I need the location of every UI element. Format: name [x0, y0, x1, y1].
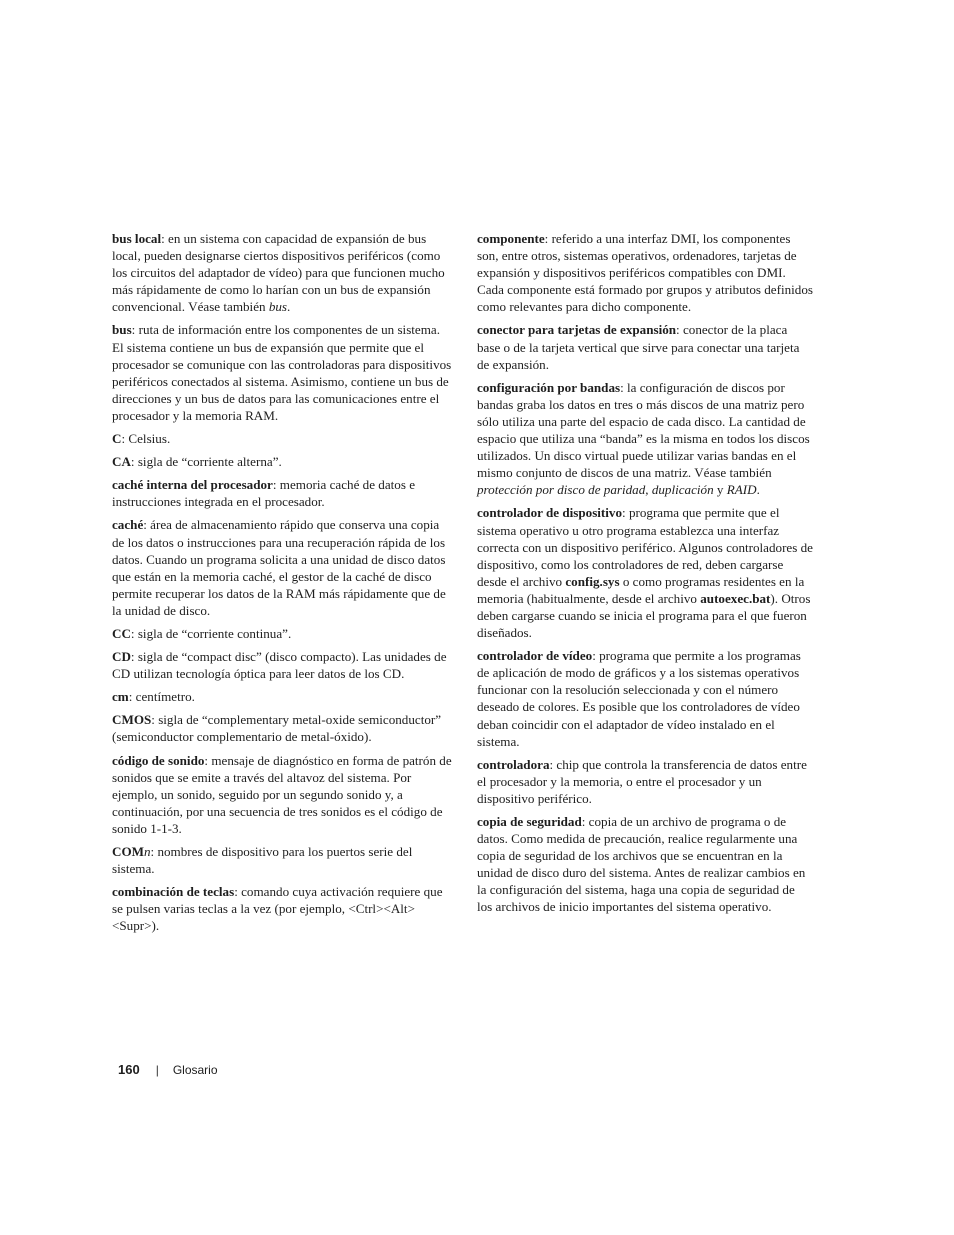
- glossary-term: CA: [112, 454, 131, 470]
- glossary-term: configuración por bandas: [477, 379, 621, 395]
- glossary-entry: [112, 516, 452, 619]
- definition-italic: RAID: [726, 482, 757, 498]
- glossary-entry: [477, 647, 813, 750]
- glossary-entry: [112, 688, 452, 705]
- glossary-entry: [477, 813, 813, 916]
- definition-text: : memoria caché de datos e instrucciones integrada en el procesador.: [112, 477, 416, 510]
- section-title: Glosario: [172, 1063, 218, 1077]
- definition-bold: autoexec.bat: [700, 590, 771, 606]
- definition-text: : centímetro.: [128, 689, 195, 705]
- definition-text: o como programas residentes en la memoria (habitualmente, desde el archivo: [477, 573, 805, 606]
- glossary-term: caché interna del procesador: [112, 477, 273, 493]
- definition-text: ,: [645, 482, 652, 498]
- definition-text: : mensaje de diagnóstico en forma de patrón de sonidos que se emite a través del altavoz del sistema. Por ejemplo, un sonido, seguido por un segundo sonido y, a continuación, por una secuencia de tres sonidos es el código de sonido 1-1-3.: [112, 752, 452, 836]
- glossary-term: controladora: [477, 756, 550, 772]
- definition-text: : Celsius.: [121, 431, 171, 447]
- definition-text: : copia de un archivo de programa o de datos. Como medida de precaución, realice regularmente una copia de seguridad de los archivos que se encuentran en la unidad de disco duro del sistema. Antes de realizar cambios en la configuración del sistema, haga una copia de seguridad de los archivos de inicio importantes del sistema operativo.: [477, 814, 806, 915]
- definition-text: : comando cuya activación requiere que se pulsen varias teclas a la vez (por ejemplo, <Ctrl><Alt><Supr>).: [112, 884, 443, 934]
- definition-italic: duplicación: [651, 482, 714, 498]
- definition-text: : programa que permite a los programas de aplicación de modo de gráficos y a los sistemas operativos funcionar con la resolución seleccionada y con el número deseado de colores. Es posible que los controladores de vídeo deban coincidir con el adaptador de vídeo instalado en el sistema.: [477, 648, 801, 749]
- glossary-column-right: [477, 230, 813, 922]
- glossary-entry: [477, 379, 813, 499]
- page-number: 160: [118, 1062, 140, 1077]
- definition-italic: n: [144, 844, 151, 859]
- definition-text: : programa que permite que el sistema operativo u otro programa establezca una interfaz correcta con un dispositivo periférico. Algunos controladores de dispositivo, como los controladores de red, deben cargarse desde el archivo: [477, 505, 813, 589]
- definition-bold: config.sys: [565, 573, 620, 589]
- definition-text: ). Otros deben cargarse cuando se inicia el programa para el que fueron diseñados.: [477, 590, 811, 641]
- glossary-entry: [112, 711, 452, 745]
- definition-italic: protección por disco de paridad: [477, 482, 646, 498]
- definition-text: : referido a una interfaz DMI, los componentes son, entre otros, sistemas operativos, ordenadores, tarjetas de expansión y dispositivos periféricos compatibles con DMI. Cada componente está formado por grupos y atributos definidos como relevantes para dicho componente.: [477, 231, 813, 315]
- definition-text: y: [713, 482, 727, 498]
- glossary-term: conector para tarjetas de expansión: [477, 322, 677, 338]
- glossary-entry: [477, 321, 813, 372]
- glossary-entry: [112, 752, 452, 837]
- glossary-term: combinación de teclas: [112, 884, 235, 900]
- glossary-term: caché: [112, 517, 144, 533]
- glossary-entry: [112, 648, 452, 682]
- definition-text: : conector de la placa base o de la tarjeta vertical que sirve para conectar una tarjeta de expansión.: [477, 322, 800, 372]
- glossary-entry: [112, 230, 452, 315]
- definition-text: .: [756, 482, 760, 498]
- glossary-term: C: [112, 431, 122, 447]
- footer-separator: |: [155, 1063, 159, 1077]
- glossary-column-left: [112, 230, 452, 940]
- definition-text: : sigla de “corriente continua”.: [130, 625, 292, 641]
- definition-text: : la configuración de discos por bandas graba los datos en tres o más discos de una matriz pero sólo utiliza una parte del espacio de cada disco. La cantidad de espacio que utiliza una “banda” es la misma en todos los discos utilizados. Un disco virtual puede utilizar varias bandas en el mismo conjunto de discos de una matriz. Véase también: [477, 379, 810, 481]
- glossary-term: controlador de dispositivo: [477, 505, 623, 521]
- definition-text: : ruta de información entre los componentes de un sistema. El sistema contiene un bus de expansión que permite que el procesador se comunique con las controladoras para dispositivos periféricos conectados al sistema. Asimismo, contiene un bus de direcciones y un bus de datos para las comunicaciones entre el procesador y la memoria RAM.: [112, 322, 452, 423]
- glossary-term: bus local: [112, 231, 162, 246]
- glossary-term: COM: [112, 844, 144, 859]
- glossary-entry: [477, 230, 813, 315]
- glossary-term: cm: [112, 689, 129, 705]
- glossary-term: CD: [112, 649, 131, 665]
- glossary-term: controlador de vídeo: [477, 648, 593, 664]
- glossary-entry: [112, 453, 452, 470]
- definition-text: : sigla de “compact disc” (disco compacto). Las unidades de CD utilizan tecnología óptica para leer datos de los CD.: [112, 649, 447, 682]
- glossary-term: código de sonido: [112, 752, 205, 768]
- glossary-term: componente: [477, 231, 545, 246]
- glossary-entry: [112, 321, 452, 424]
- glossary-entry: [112, 430, 452, 447]
- glossary-term: bus: [112, 322, 132, 338]
- page-footer: [118, 1062, 218, 1077]
- glossary-entry: [112, 883, 452, 934]
- glossary-entry: [477, 756, 813, 807]
- definition-text: : área de almacenamiento rápido que conserva una copia de los datos o instrucciones para una recuperación rápida de los datos. Cuando un programa solicita a una unidad de disco datos que están en la memoria caché, el gestor de la caché de disco permite recuperar los datos de la RAM más rápidamente que de la unidad de disco.: [112, 517, 446, 618]
- glossary-entry: [477, 504, 813, 641]
- glossary-entry: [112, 476, 452, 510]
- glossary-term: copia de seguridad: [477, 814, 582, 829]
- definition-text: : sigla de “corriente alterna”.: [130, 454, 282, 470]
- glossary-term: CMOS: [112, 712, 152, 728]
- definition-text: : nombres de dispositivo para los puertos serie del sistema.: [112, 844, 413, 877]
- glossary-term: CC: [112, 625, 131, 641]
- glossary-entry: [112, 843, 452, 877]
- definition-text: : sigla de “complementary metal-oxide semiconductor” (semiconductor complementario de metal-óxido).: [112, 712, 442, 745]
- definition-text: .: [287, 299, 291, 315]
- glossary-entry: [112, 625, 452, 642]
- definition-text: : chip que controla la transferencia de datos entre el procesador y la memoria, o entre el procesador y un dispositivo periférico.: [477, 756, 807, 806]
- definition-text: : en un sistema con capacidad de expansión de bus local, pueden designarse ciertos dispositivos periféricos (como los circuitos del adaptador de vídeo) para que funcionen mucho más rápidamente de como lo harían con un bus de expansión convencional. Véase también: [112, 231, 445, 315]
- definition-italic: bus: [268, 299, 288, 315]
